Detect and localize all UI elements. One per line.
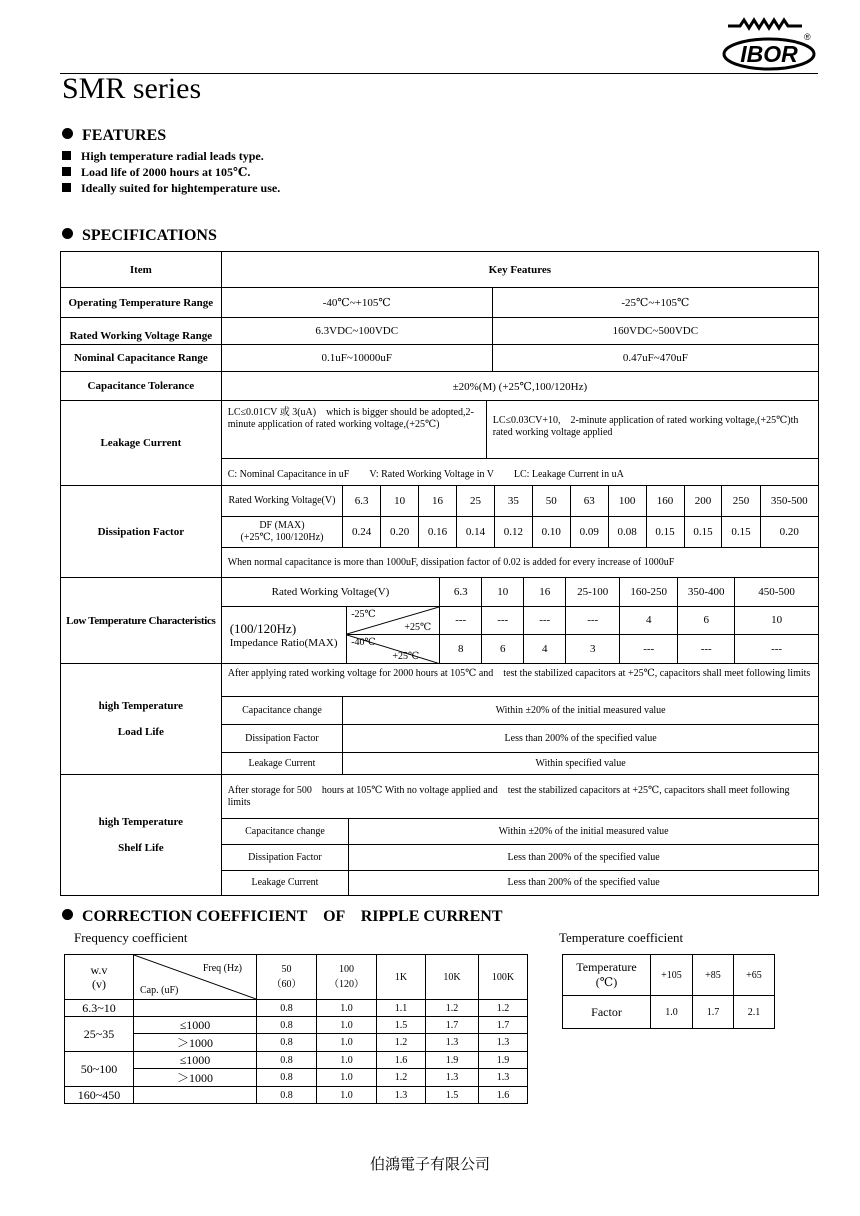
freq-header: 1K: [377, 955, 426, 1000]
ratio-value: ---: [440, 606, 482, 634]
wv-group: 25~35: [65, 1017, 134, 1052]
leakage-values: [222, 401, 818, 458]
freq-value: 0.8: [257, 1017, 317, 1034]
loadlife-df-label: Dissipation Factor: [222, 724, 343, 752]
freq-value: 1.6: [377, 1052, 426, 1069]
freq-value: 1.2: [377, 1069, 426, 1087]
capacitance-label: Nominal Capacitance Range: [61, 345, 222, 372]
df-voltage: 250: [722, 486, 760, 516]
op-temp-label: Operating Temperature Range: [61, 288, 222, 318]
freq-value: 1.9: [426, 1052, 479, 1069]
ratio-value: 3: [566, 634, 620, 663]
loadlife-cap-change-value: Within ±20% of the initial measured value: [343, 696, 818, 724]
df-value: 0.15: [684, 516, 722, 547]
freq-value: 1.3: [479, 1069, 528, 1087]
op-temp-values: [222, 288, 818, 317]
freq-cap-header: Freq (Hz) Cap. (uF): [134, 955, 257, 1000]
voltage-high: 160VDC~500VDC: [492, 318, 818, 344]
temperature-caption: Temperature coefficient: [559, 930, 684, 945]
df-voltage: 200: [684, 486, 722, 516]
freq-value: 0.8: [257, 1052, 317, 1069]
features-heading: FEATURES: [62, 127, 166, 145]
cap-range: ≤1000: [134, 1017, 257, 1034]
freq-value: 1.0: [317, 1000, 377, 1017]
leakage-high-voltage: LC≤0.03CV+10, 2-minute application of rated working voltage,(+25℃)th rated working voltage applied: [486, 401, 818, 458]
lowtemp-table: [222, 578, 818, 663]
ratio-value: 10: [735, 606, 818, 634]
cap-range: [134, 1000, 257, 1017]
feature-item: Load life of 2000 hours at 105℃.: [62, 164, 280, 180]
temperature-coefficient-table: [562, 954, 775, 1029]
op-temp-low: -40℃~+105℃: [322, 297, 391, 309]
ratio-value: 6: [482, 634, 524, 663]
capacitance-values: [222, 345, 818, 371]
freq-value: 1.0: [317, 1052, 377, 1069]
op-temp-high: -25℃~+105℃: [492, 288, 818, 317]
df-voltage: 25: [456, 486, 494, 516]
cap-range: ＞1000: [134, 1069, 257, 1087]
factor-value: 1.0: [651, 996, 693, 1029]
registered-mark: ®: [804, 32, 811, 42]
frequency-caption: Frequency coefficient: [74, 930, 188, 945]
df-voltage: 100: [608, 486, 646, 516]
voltage-values: [222, 318, 818, 344]
lowtemp-voltage: 16: [524, 578, 566, 606]
freq-header: 100K: [479, 955, 528, 1000]
lowtemp-voltage: 450-500: [735, 578, 818, 606]
ripple-heading: CORRECTION COEFFICIENT OF RIPPLE CURRENT: [62, 903, 503, 926]
factor-label: Factor: [563, 996, 651, 1029]
freq-value: 1.9: [479, 1052, 528, 1069]
freq-value: 1.2: [479, 1000, 528, 1017]
lowtemp-label: Low Temperature Characteristics: [61, 578, 222, 664]
impedance-ratio-label: (100/120Hz) Impedance Ratio(MAX): [222, 606, 347, 663]
col-key-features: Key Features: [221, 252, 818, 288]
bullet-icon: [62, 228, 73, 239]
leakage-label: Leakage Current: [61, 401, 222, 486]
shelflife-label: high Temperature Shelf Life: [61, 775, 222, 896]
df-voltage: 16: [419, 486, 457, 516]
df-max-label: DF (MAX) (+25℃, 100/120Hz): [222, 516, 343, 547]
shelflife-leakage-value: Less than 200% of the specified value: [349, 870, 818, 895]
specifications-heading: SPECIFICATIONS: [62, 227, 217, 245]
cap-range: ＞1000: [134, 1034, 257, 1052]
ratio-row1-header: -25℃ +25℃: [347, 606, 440, 634]
freq-value: 1.6: [479, 1087, 528, 1104]
df-label: Dissipation Factor: [61, 486, 222, 578]
ratio-value: ---: [678, 634, 735, 663]
wv-group: 160~450: [65, 1087, 134, 1104]
specifications-table: [60, 251, 819, 896]
loadlife-leakage-value: Within specified value: [343, 752, 818, 774]
df-voltage: 6.3: [343, 486, 381, 516]
voltage-low: 6.3VDC~100VDC: [315, 325, 399, 337]
cap-range: [134, 1087, 257, 1104]
loadlife-cap-change-label: Capacitance change: [222, 696, 343, 724]
freq-value: 1.0: [317, 1034, 377, 1052]
df-voltage-label: Rated Working Voltage(V): [222, 486, 343, 516]
lowtemp-voltage-label: Rated Working Voltage(V): [222, 578, 440, 606]
ratio-value: 4: [620, 606, 678, 634]
df-value: 0.24: [343, 516, 381, 547]
features-list: [62, 148, 280, 196]
freq-value: 1.3: [426, 1069, 479, 1087]
capacitance-high: 0.47uF~470uF: [492, 345, 818, 371]
bullet-icon: [62, 128, 73, 139]
shelflife-cap-change-label: Capacitance change: [222, 818, 349, 844]
df-voltage: 63: [570, 486, 608, 516]
logo-text: IBOR: [740, 41, 798, 67]
freq-value: 1.7: [426, 1017, 479, 1034]
df-value: 0.15: [646, 516, 684, 547]
square-bullet-icon: [62, 167, 71, 176]
df-value: 0.09: [570, 516, 608, 547]
feature-item: Ideally suited for hightemperature use.: [62, 180, 280, 196]
freq-value: 1.0: [317, 1017, 377, 1034]
df-value: 0.14: [456, 516, 494, 547]
page-title: SMR series: [62, 72, 202, 105]
freq-value: 1.1: [377, 1000, 426, 1017]
shelflife-table: [222, 775, 818, 895]
factor-value: 1.7: [693, 996, 734, 1029]
lowtemp-voltage: 350-400: [678, 578, 735, 606]
loadlife-description: After applying rated working voltage for 2000 hours at 105℃ and test the stabilized capacitors at +25℃, capacitors shall meet following limits: [227, 668, 811, 679]
shelflife-leakage-label: Leakage Current: [222, 870, 349, 895]
cap-range: ≤1000: [134, 1052, 257, 1069]
voltage-label: Rated Working Voltage Range: [61, 318, 222, 345]
wv-header: w.v (v): [65, 955, 134, 1000]
df-value: 0.12: [494, 516, 532, 547]
col-item: Item: [61, 252, 222, 288]
df-value: 0.16: [419, 516, 457, 547]
ratio-row2-header: -40℃ +25℃: [347, 634, 440, 663]
df-voltage: 35: [494, 486, 532, 516]
freq-value: 0.8: [257, 1000, 317, 1017]
temperature-value: +65: [734, 955, 775, 996]
temperature-value: +105: [651, 955, 693, 996]
freq-value: 1.7: [479, 1017, 528, 1034]
lowtemp-voltage: 10: [482, 578, 524, 606]
brand-logo: [722, 16, 818, 72]
loadlife-table: [222, 664, 818, 774]
freq-header: 50 （60）: [257, 955, 317, 1000]
square-bullet-icon: [62, 151, 71, 160]
wv-group: 6.3~10: [65, 1000, 134, 1017]
shelflife-df-label: Dissipation Factor: [222, 844, 349, 870]
company-name-footer: 伯鴻電子有限公司: [369, 1157, 490, 1173]
freq-value: 1.3: [479, 1034, 528, 1052]
loadlife-df-value: Less than 200% of the specified value: [343, 724, 818, 752]
loadlife-label: high Temperature Load Life: [61, 664, 222, 775]
df-voltage: 10: [381, 486, 419, 516]
freq-value: 1.2: [426, 1000, 479, 1017]
ratio-value: 4: [524, 634, 566, 663]
df-value: 0.20: [760, 516, 818, 547]
df-voltage: 350-500: [760, 486, 818, 516]
freq-value: 1.5: [377, 1017, 426, 1034]
lowtemp-voltage: 160-250: [620, 578, 678, 606]
freq-value: 1.0: [317, 1087, 377, 1104]
shelflife-df-value: Less than 200% of the specified value: [349, 844, 818, 870]
df-voltage: 160: [646, 486, 684, 516]
ratio-value: ---: [566, 606, 620, 634]
df-value: 0.20: [381, 516, 419, 547]
bullet-icon: [62, 909, 73, 920]
df-value: 0.15: [722, 516, 760, 547]
lowtemp-voltage: 25-100: [566, 578, 620, 606]
ratio-value: ---: [524, 606, 566, 634]
freq-value: 0.8: [257, 1069, 317, 1087]
freq-value: 1.2: [377, 1034, 426, 1052]
freq-value: 1.5: [426, 1087, 479, 1104]
factor-value: 2.1: [734, 996, 775, 1029]
tolerance-value: ±20%(M) (+25℃,100/120Hz): [221, 372, 818, 401]
df-value: 0.08: [608, 516, 646, 547]
square-bullet-icon: [62, 183, 71, 192]
df-table: [222, 486, 818, 577]
df-voltage: 50: [532, 486, 570, 516]
shelflife-description: After storage for 500 hours at 105℃ With no voltage applied and test the stabilized capacitors at +25℃, capacitors shall meet following limits: [227, 785, 790, 808]
ratio-value: ---: [482, 606, 524, 634]
freq-header: 10K: [426, 955, 479, 1000]
shelflife-cap-change-value: Within ±20% of the initial measured value: [349, 818, 818, 844]
temperature-header: Temperature (℃): [563, 955, 651, 996]
ratio-value: ---: [620, 634, 678, 663]
wv-group: 50~100: [65, 1052, 134, 1087]
loadlife-leakage-label: Leakage Current: [222, 752, 343, 774]
freq-header: 100 （120）: [317, 955, 377, 1000]
tolerance-label: Capacitance Tolerance: [61, 372, 222, 401]
freq-value: 1.3: [377, 1087, 426, 1104]
capacitance-low: 0.1uF~10000uF: [321, 352, 392, 364]
temperature-value: +85: [693, 955, 734, 996]
freq-value: 0.8: [257, 1087, 317, 1104]
freq-value: 1.0: [317, 1069, 377, 1087]
leakage-legend: C: Nominal Capacitance in uF V: Rated Working Voltage in V LC: Leakage Current in uA: [221, 459, 818, 486]
ratio-value: 8: [440, 634, 482, 663]
ratio-value: ---: [735, 634, 818, 663]
df-note: When normal capacitance is more than 1000uF, dissipation factor of 0.02 is added for every increase of 1000uF: [222, 547, 818, 577]
ratio-value: 6: [678, 606, 735, 634]
leakage-low-voltage: LC≤0.01CV 或 3(uA) which is bigger should be adopted,2-minute application of rated working voltage,(+25℃): [227, 407, 474, 430]
df-value: 0.10: [532, 516, 570, 547]
freq-value: 0.8: [257, 1034, 317, 1052]
feature-item: High temperature radial leads type.: [62, 148, 280, 164]
lowtemp-voltage: 6.3: [440, 578, 482, 606]
frequency-coefficient-table: [64, 954, 528, 1104]
freq-value: 1.3: [426, 1034, 479, 1052]
